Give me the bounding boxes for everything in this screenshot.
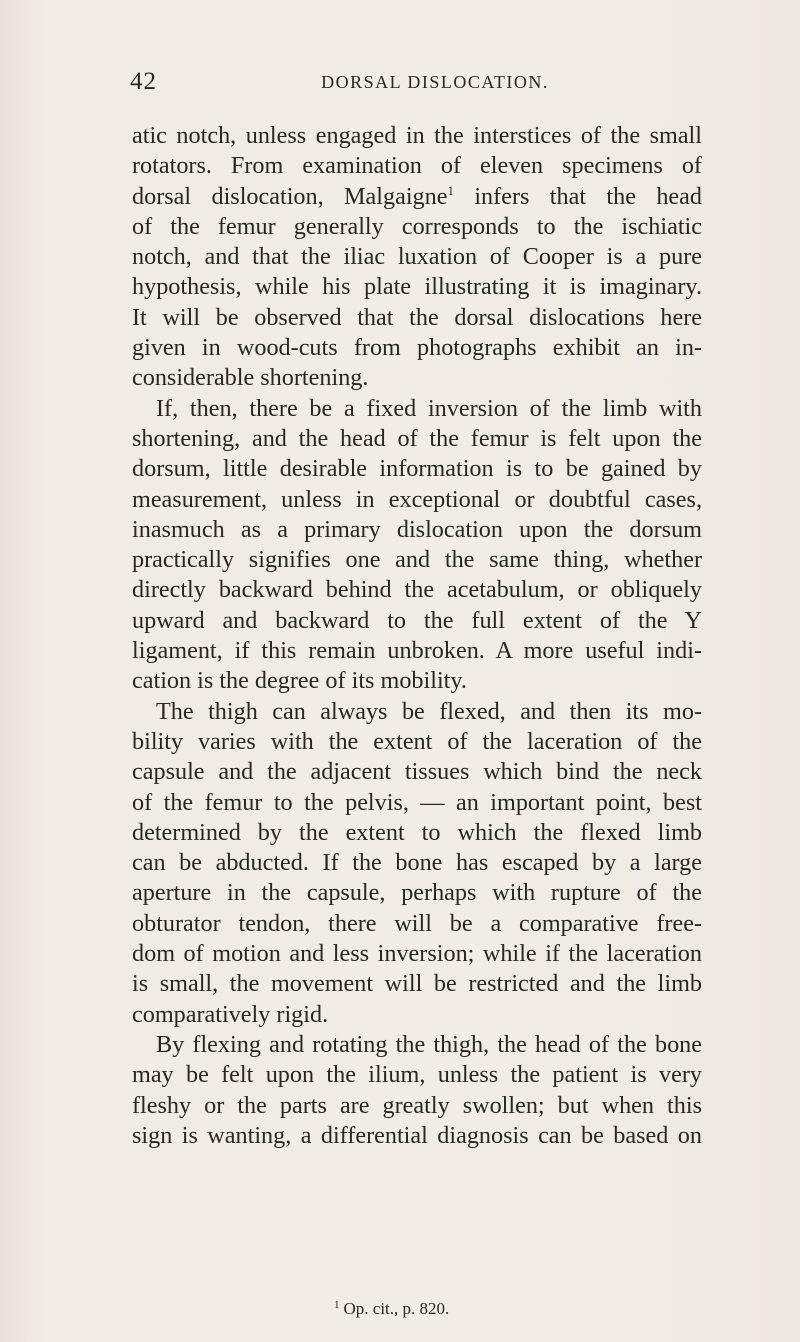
text-line: ligament, if this remain unbroken. A more useful indi-: [132, 637, 702, 665]
text-line: dorsum, little desirable information is to be gained by: [132, 455, 702, 483]
paragraph-first-line: If, then, there be a fixed inversion of the limb with: [156, 394, 702, 422]
text-line: inasmuch as a primary dislocation upon the dorsum: [132, 515, 702, 543]
text-line: given in wood-cuts from photographs exhibit an in-: [132, 334, 702, 362]
text-line: notch, and that the iliac luxation of Cooper is a pure: [132, 243, 702, 271]
text-line: of the femur to the pelvis, — an important point, best: [132, 788, 702, 816]
paragraph-first-line: The thigh can always be flexed, and then its mo-: [156, 697, 702, 725]
text-line: cation is the degree of its mobility.: [132, 667, 467, 695]
text-line: measurement, unless in exceptional or doubtful cases,: [132, 485, 702, 513]
text-line: shortening, and the head of the femur is felt upon the: [132, 424, 702, 452]
text-line: It will be observed that the dorsal dislocations here: [132, 303, 702, 331]
text-line: sign is wanting, a differential diagnosis can be based on: [132, 1121, 702, 1149]
text-line: fleshy or the parts are greatly swollen; but when this: [132, 1091, 702, 1119]
body-text: [132, 121, 702, 1151]
paragraph-first-line: By flexing and rotating the thigh, the head of the bone: [156, 1030, 702, 1058]
page-header: [130, 68, 700, 98]
text-line: aperture in the capsule, perhaps with rupture of the: [132, 879, 702, 907]
footnote: [334, 1299, 449, 1319]
text-line: [132, 182, 702, 212]
footnote-reference: 1: [447, 182, 454, 198]
footnote-text: Op. cit., p. 820.: [343, 1299, 450, 1318]
text-line: obturator tendon, there will be a comparative free-: [132, 909, 702, 937]
text-line: comparatively rigid.: [132, 1000, 329, 1028]
text-line: directly backward behind the acetabulum, or obliquely: [132, 576, 702, 604]
text-line: can be abducted. If the bone has escaped by a large: [132, 849, 702, 877]
text-span: dorsal dislocation, Malgaigne: [132, 182, 448, 210]
text-line: determined by the extent to which the flexed limb: [132, 818, 702, 846]
text-line: of the femur generally corresponds to the ischiatic: [132, 212, 702, 240]
text-line: rotators. From examination of eleven specimens of: [132, 152, 702, 180]
text-span: infers that the head: [453, 182, 702, 210]
text-line: is small, the movement will be restricted and the limb: [132, 970, 702, 998]
text-line: dom of motion and less inversion; while if the laceration: [132, 940, 702, 968]
text-line: atic notch, unless engaged in the interstices of the small: [132, 122, 702, 149]
text-line: hypothesis, while his plate illustrating it is imaginary.: [132, 273, 702, 301]
page-number: 42: [130, 68, 157, 95]
footnote-mark: 1: [334, 1299, 340, 1311]
text-line: capsule and the adjacent tissues which bind the neck: [132, 758, 702, 786]
text-line: bility varies with the extent of the laceration of the: [132, 727, 702, 755]
text-line: upward and backward to the full extent of the Y: [132, 606, 702, 634]
text-line: practically signifies one and the same thing, whether: [132, 546, 702, 574]
running-title: DORSAL DISLOCATION.: [321, 72, 549, 92]
text-line: may be felt upon the ilium, unless the patient is very: [132, 1061, 702, 1089]
text-line: considerable shortening.: [132, 364, 369, 392]
